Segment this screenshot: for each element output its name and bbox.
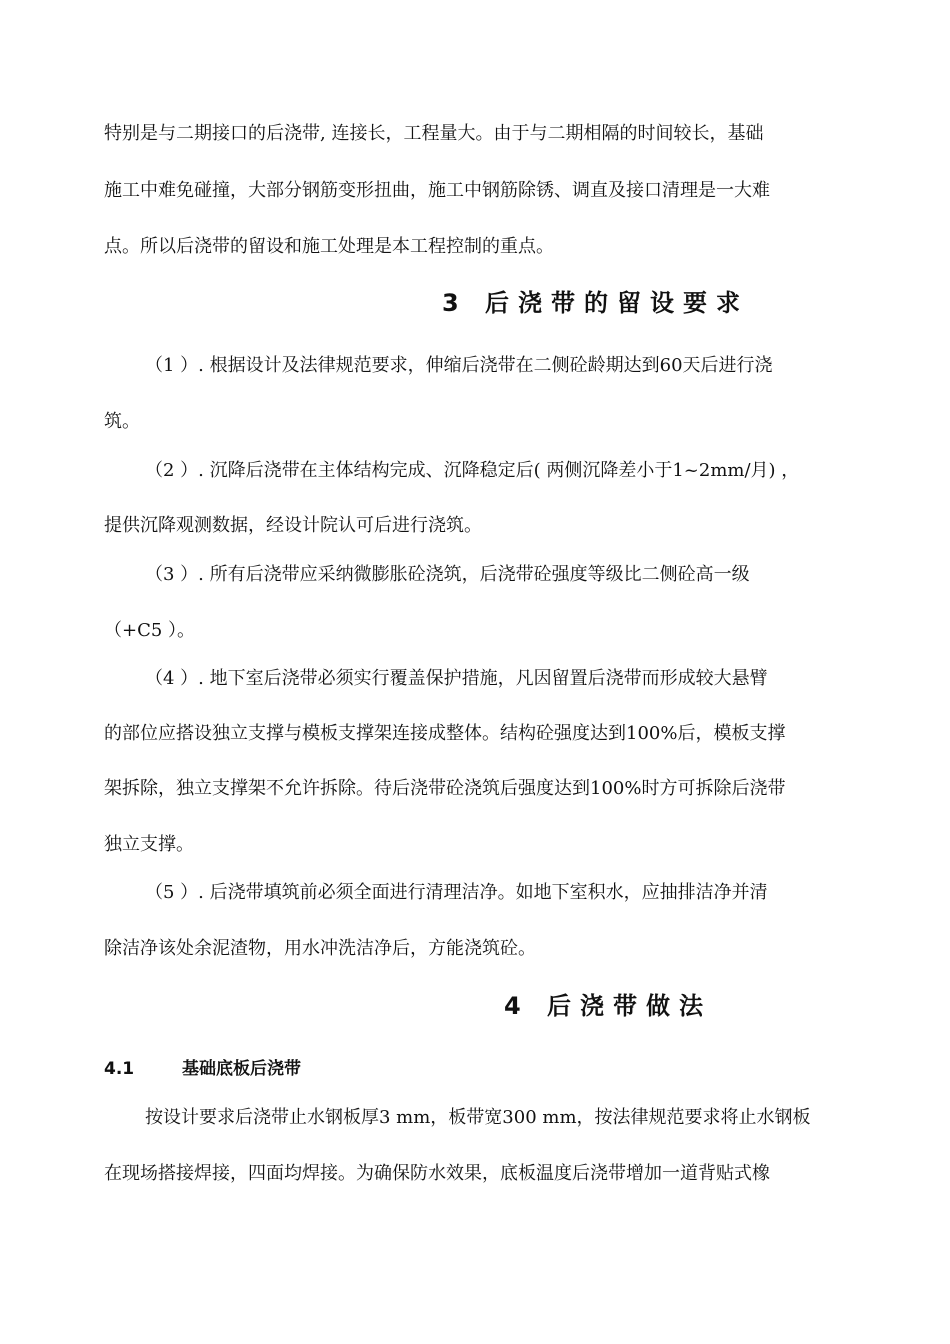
item-1-line-1: （1 ）. 根据设计及法律规范要求，伸缩后浇带在二侧砼龄期达到60天后进行浇	[145, 355, 773, 376]
item-5-line-1: （5 ）. 后浇带填筑前必须全面进行清理洁净。如地下室积水，应抽排洁净并清	[145, 882, 768, 903]
section-4-heading: 4 后浇带做法	[504, 992, 713, 1020]
intro-line-1: 特别是与二期接口的后浇带, 连接长，工程量大。由于与二期相隔的时间较长，基础	[104, 123, 764, 144]
item-4-line-4: 独立支撑。	[104, 834, 194, 855]
intro-line-2: 施工中难免碰撞，大部分钢筋变形扭曲，施工中钢筋除锈、调直及接口清理是一大难	[104, 180, 770, 201]
section-3-heading: 3 后浇带的留设要求	[442, 289, 750, 317]
item-4-line-2: 的部位应搭设独立支撑与模板支撑架连接成整体。结构砼强度达到100%后，模板支撑	[104, 723, 786, 744]
item-4-line-1: （4 ）. 地下室后浇带必须实行覆盖保护措施，凡因留置后浇带而形成较大悬臂	[145, 668, 768, 689]
item-2-line-1: （2 ）. 沉降后浇带在主体结构完成、沉降稳定后( 两侧沉降差小于1~2mm/月) ，	[145, 460, 800, 481]
subsection-title: 基础底板后浇带	[182, 1059, 301, 1079]
subsection-number: 4.1	[104, 1059, 135, 1079]
item-5-line-2: 除洁净该处余泥渣物，用水冲洗洁净后，方能浇筑砼。	[104, 938, 536, 959]
item-1-line-2: 筑。	[104, 411, 140, 432]
subsection-line-2: 在现场搭接焊接，四面均焊接。为确保防水效果，底板温度后浇带增加一道背贴式橡	[104, 1163, 770, 1184]
item-2-line-2: 提供沉降观测数据，经设计院认可后进行浇筑。	[104, 515, 482, 536]
subsection-line-1: 按设计要求后浇带止水钢板厚3 mm，板带宽300 mm，按法律规范要求将止水钢板	[145, 1107, 811, 1128]
item-4-line-3: 架拆除，独立支撑架不允许拆除。待后浇带砼浇筑后强度达到100%时方可拆除后浇带	[104, 778, 786, 799]
item-3-line-1: （3 ）. 所有后浇带应采纳微膨胀砼浇筑，后浇带砼强度等级比二侧砼高一级	[145, 564, 750, 585]
intro-line-3: 点。所以后浇带的留设和施工处理是本工程控制的重点。	[104, 236, 554, 257]
item-3-line-2: （+C5 ）。	[104, 620, 196, 641]
